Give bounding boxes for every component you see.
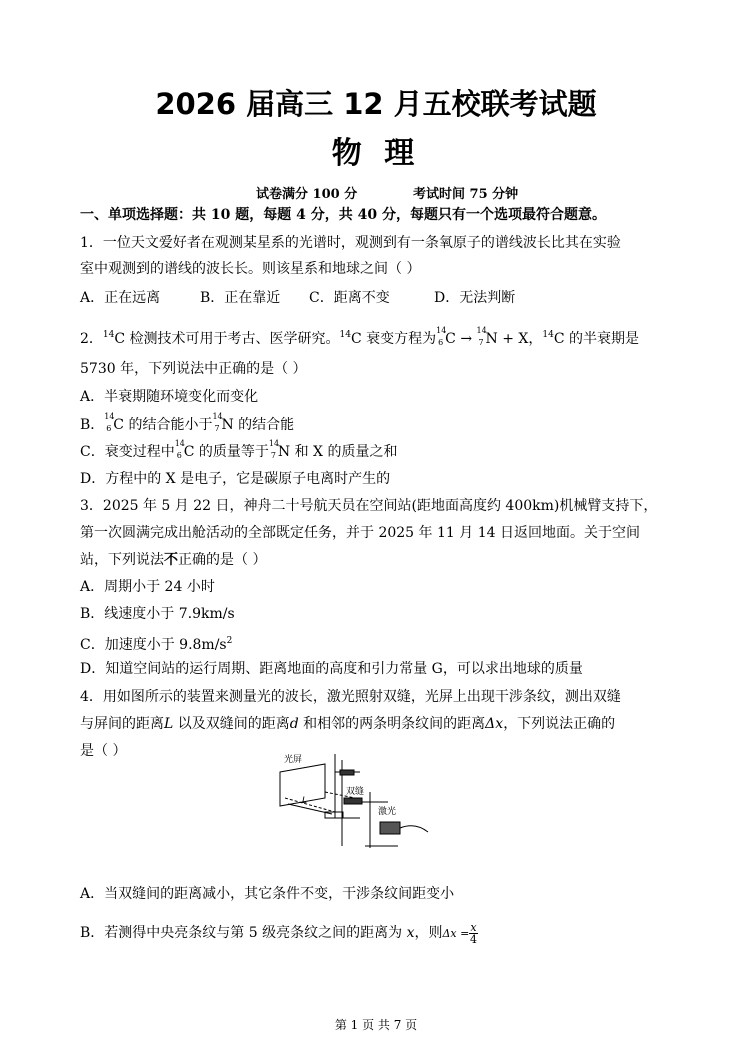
slits-shape [344, 798, 362, 804]
q2-option-b: B． 14 6 C 的结合能小于 14 7 N 的结合能 [80, 412, 295, 433]
q2-option-a: A．半衰期随环境变化而变化 [80, 389, 259, 405]
q3-option-a: A．周期小于 24 小时 [80, 579, 215, 595]
q4-line1: 4．用如图所示的装置来测量光的波长，激光照射双缝，光屏上出现干涉条纹，测出双缝 [80, 689, 621, 705]
q1-option-b: B．正在靠近 [200, 290, 281, 306]
holder-shape [340, 770, 354, 775]
q3-option-d: D．知道空间站的运行周期、距离地面的高度和引力常量 G，可以求出地球的质量 [80, 661, 583, 677]
q2-option-d: D．方程中的 X 是电子，它是碳原子电离时产生的 [80, 471, 391, 487]
q4-line2: 与屏间的距离L 以及双缝间的距离d 和相邻的两条明条纹间的距离Δx，下列说法正确的 [80, 716, 616, 732]
q3-line3: 站，下列说法不正确的是（ ） [80, 552, 267, 568]
q3-line1: 3．2025 年 5 月 22 日，神舟二十号航天员在空间站(距地面高度约 400km)机械臂支持下， [80, 498, 658, 514]
section-heading: 一、单项选择题：共 10 题，每题 4 分，共 40 分，每题只有一个选项最符合题意。 [80, 207, 606, 223]
q1-option-c: C．距离不变 [309, 290, 390, 306]
q3-line2: 第一次圆满完成出舱活动的全部既定任务，并于 2025 年 11 月 14 日返回地面。关于空间 [80, 525, 640, 541]
screen-label: 光屏 [284, 755, 303, 765]
laser-label: 激光 [378, 807, 397, 817]
q3-option-b: B．线速度小于 7.9km/s [80, 606, 235, 622]
laser-shape [380, 822, 400, 834]
q2-line2: 5730 年，下列说法中正确的是（ ） [80, 361, 307, 377]
subject-title: 物 理 [331, 136, 421, 171]
distance-label: L [302, 796, 308, 806]
exam-time: 考试时间 75 分钟 [413, 187, 519, 202]
q4-option-a: A．当双缝间的距离减小，其它条件不变，干涉条纹间距变小 [80, 886, 455, 902]
q4-line3: 是（ ） [80, 743, 127, 759]
page-footer: 第 1 页 共 7 页 [334, 1018, 418, 1032]
q1-option-d: D．无法判断 [434, 290, 516, 306]
exam-title: 2026 届高三 12 月五校联考试题 [155, 87, 597, 121]
q3-option-c: C．加速度小于 $9.8m/s^2$ [80, 636, 233, 653]
q2-line1: 2．$^{14}$C 检测技术可用于考古、医学研究。$^{14}$C 衰变方程为 14 6 C → 14 7 N + X，$^{14}$C 的半衰期是 [80, 326, 640, 347]
q4-option-b: B．若测得中央亮条纹与第 5 级亮条纹之间的距离为 x，则Δx = $\frac{x}{4}$ [80, 921, 477, 946]
q1-line2: 室中观测到的谱线的波长长。则该星系和地球之间（ ） [80, 261, 421, 277]
double-slit-apparatus-diagram [270, 752, 430, 852]
full-score: 试卷满分 100 分 [256, 187, 358, 202]
q2-option-c: C．衰变过程中 14 6 C 的质量等于 14 7 N 和 X 的质量之和 [80, 439, 398, 460]
q1-line1: 1．一位天文爱好者在观测某星系的光谱时，观测到有一条氧原子的谱线波长比其在实验 [80, 235, 621, 251]
slits-label: 双缝 [346, 787, 365, 797]
q1-option-a: A．正在远离 [80, 290, 161, 306]
